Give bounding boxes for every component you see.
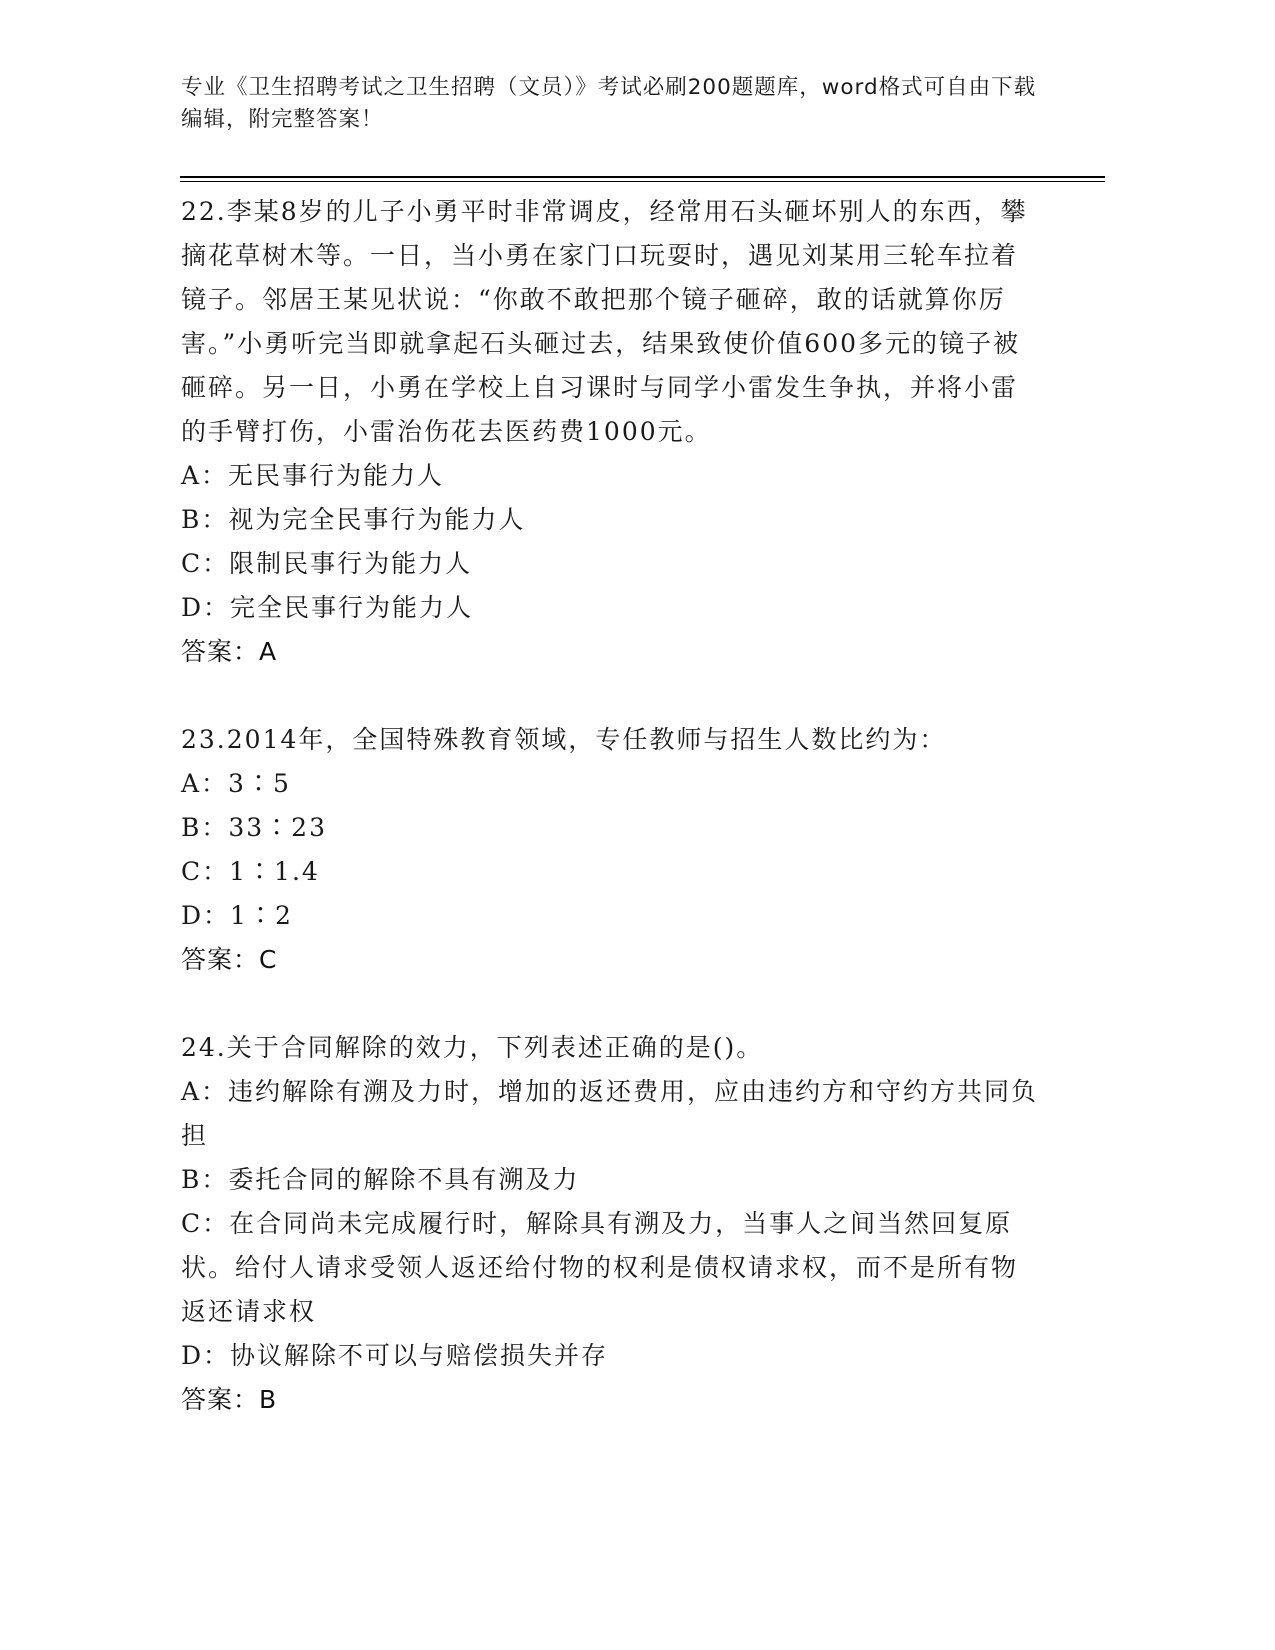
- question-spacer: [181, 674, 1041, 718]
- question-22: [181, 190, 1041, 674]
- option-d: D：协议解除不可以与赔偿损失并存: [181, 1341, 609, 1370]
- answer-text: 答案：A: [181, 637, 278, 666]
- question-text: 22.李某8岁的儿子小勇平时非常调皮，经常用石头砸坏别人的东西，攀摘花草树木等。一日，当小勇在家门口玩耍时，遇见刘某用三轮车拉着镜子。邻居王某见状说：“你敢不敢把那个镜子砸碎，敢的话就算你厉害。”小勇听完当即就拿起石头砸过去，结果致使价值600多元的镜子被砸碎。另一日，小勇在学校上自习课时与同学小雷发生争执，并将小雷的手臂打伤，小雷治伤花去医药费1000元。: [181, 197, 1028, 446]
- option-c: C：1∶1.4: [181, 857, 320, 886]
- option-d: D：1∶2: [181, 901, 293, 930]
- option-b: B：33∶23: [181, 813, 327, 842]
- option-b: B：视为完全民事行为能力人: [181, 505, 526, 534]
- question-text: 23.2014年，全国特殊教育领域，专任教师与招生人数比约为：: [181, 725, 947, 754]
- answer-text: 答案：B: [181, 1385, 278, 1414]
- header-divider-thick: [180, 176, 1105, 178]
- option-a: A：无民事行为能力人: [181, 461, 445, 490]
- answer-text: 答案：C: [181, 945, 278, 974]
- option-c: C：限制民事行为能力人: [181, 549, 473, 578]
- question-spacer: [181, 982, 1041, 1026]
- option-a: A：3∶5: [181, 769, 291, 798]
- option-b: B：委托合同的解除不具有溯及力: [181, 1165, 580, 1194]
- question-24: [181, 1026, 1041, 1422]
- page-header: 专业《卫生招聘考试之卫生招聘（文员）》考试必刷200题题库，word格式可自由下载编辑，附完整答案！: [181, 75, 1037, 132]
- option-a: A：违约解除有溯及力时，增加的返还费用，应由违约方和守约方共同负担: [181, 1077, 1039, 1150]
- option-d: D：完全民事行为能力人: [181, 593, 474, 622]
- question-text: 24.关于合同解除的效力，下列表述正确的是()。: [181, 1033, 764, 1062]
- option-c: C：在合同尚未完成履行时，解除具有溯及力，当事人之间当然回复原状。给付人请求受领人返还给付物的权利是债权请求权，而不是所有物返还请求权: [181, 1209, 1019, 1326]
- header-divider-thin: [180, 181, 1105, 182]
- question-23: [181, 718, 1041, 982]
- question-list: [181, 190, 1041, 1422]
